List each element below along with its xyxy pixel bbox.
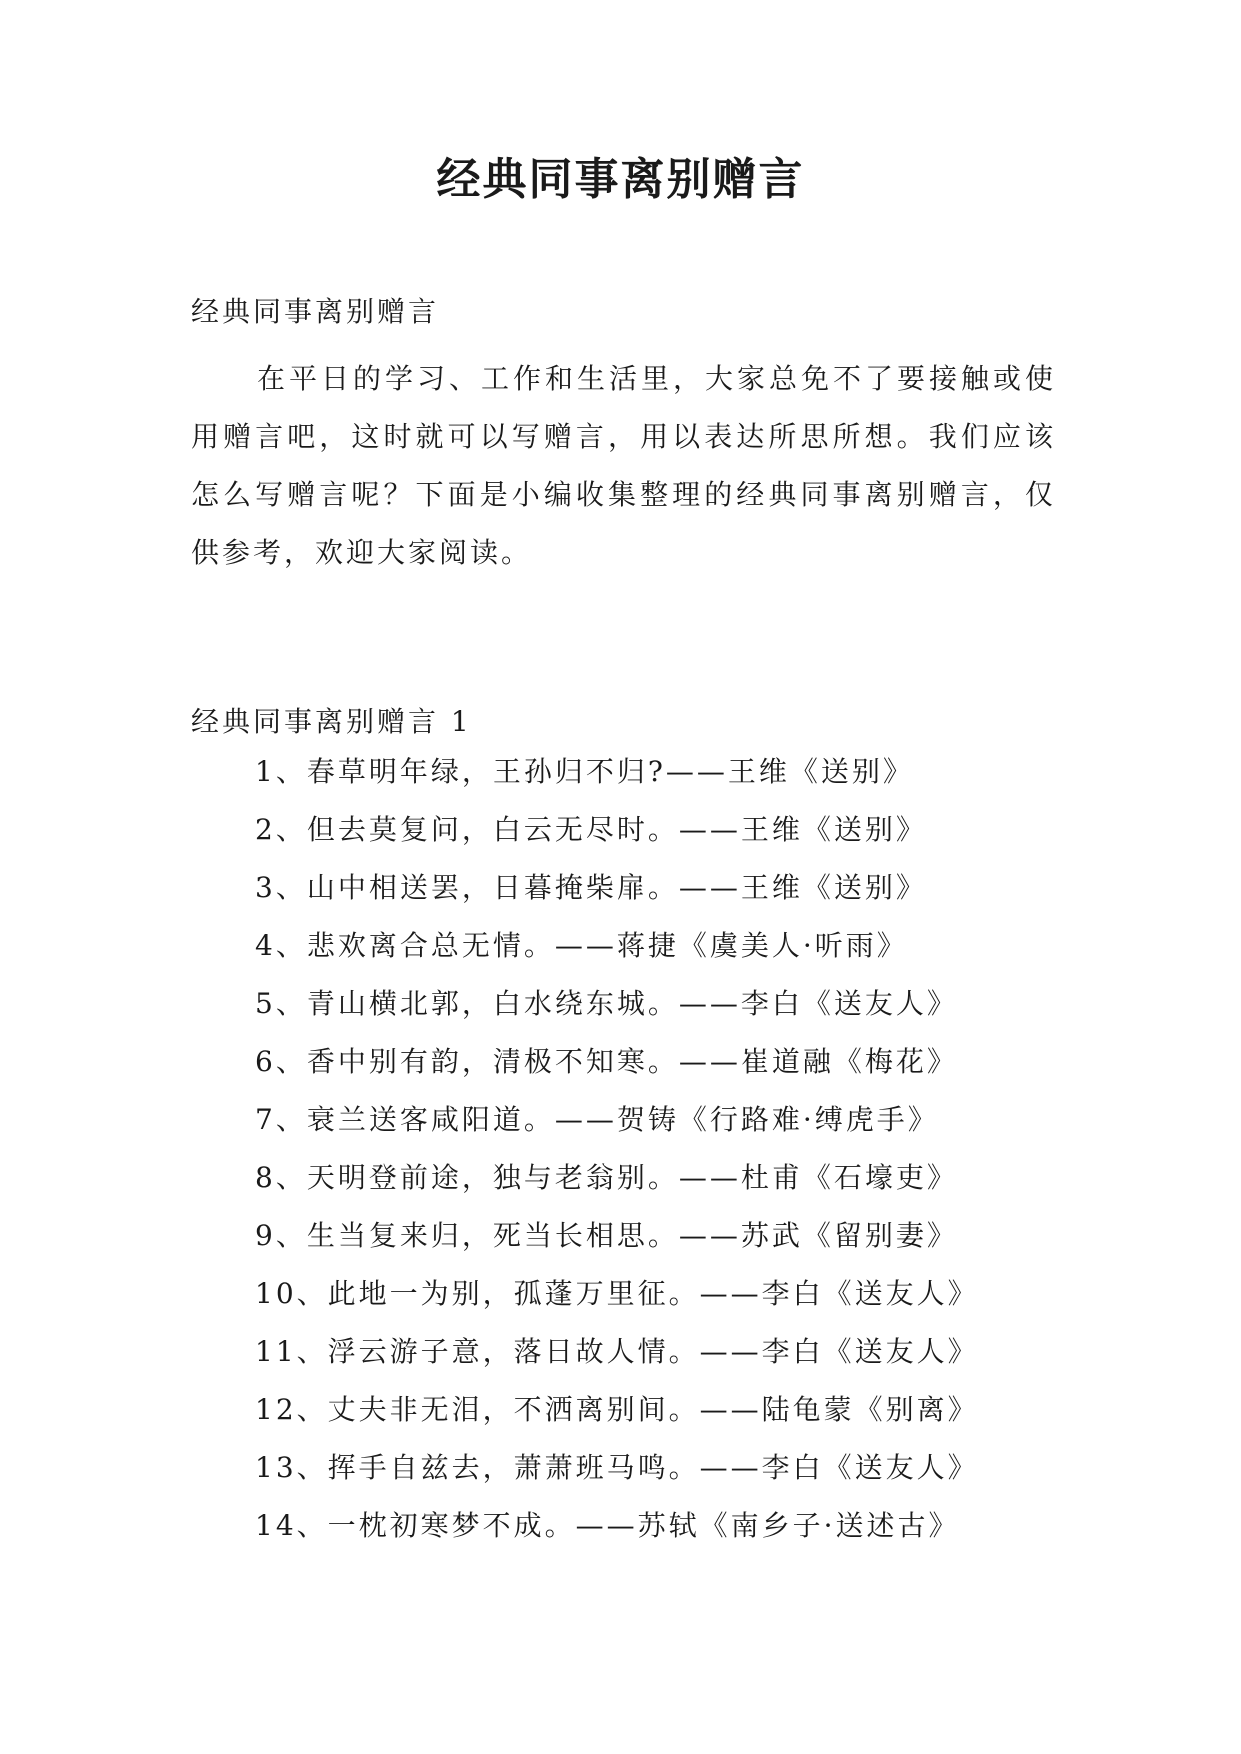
quote-item: 9、生当复来归，死当长相思。——苏武《留别妻》	[255, 1219, 958, 1252]
document-subtitle: 经典同事离别赠言	[191, 295, 440, 328]
quote-item: 14、一枕初寒梦不成。——苏轼《南乡子·送述古》	[255, 1509, 960, 1542]
quote-list	[255, 752, 979, 1564]
quote-item: 7、衰兰送客咸阳道。——贺铸《行路难·缚虎手》	[255, 1103, 939, 1136]
quote-item: 10、此地一为别，孤蓬万里征。——李白《送友人》	[255, 1277, 979, 1310]
intro-paragraph: 在平日的学习、工作和生活里，大家总免不了要接触或使用赠言吧，这时就可以写赠言，用以表达所思所想。我们应该怎么写赠言呢？下面是小编收集整理的经典同事离别赠言，仅供参考，欢迎大家阅读。	[191, 362, 1056, 569]
quote-item: 6、香中别有韵，清极不知寒。——崔道融《梅花》	[255, 1045, 958, 1078]
quote-item: 12、丈夫非无泪，不洒离别间。——陆龟蒙《别离》	[255, 1393, 979, 1426]
quote-item: 13、挥手自兹去，萧萧班马鸣。——李白《送友人》	[255, 1451, 979, 1484]
quote-item: 2、但去莫复问，白云无尽时。——王维《送别》	[255, 813, 927, 846]
quote-item: 1、春草明年绿，王孙归不归?——王维《送别》	[255, 755, 914, 788]
quote-item: 4、悲欢离合总无情。——蒋捷《虞美人·听雨》	[255, 929, 908, 962]
quote-item: 5、青山横北郭，白水绕东城。——李白《送友人》	[255, 987, 958, 1020]
quote-item: 3、山中相送罢，日暮掩柴扉。——王维《送别》	[255, 871, 927, 904]
quote-item: 8、天明登前途，独与老翁别。——杜甫《石壕吏》	[255, 1161, 958, 1194]
document-title: 经典同事离别赠言	[436, 154, 805, 205]
quote-item: 11、浮云游子意，落日故人情。——李白《送友人》	[255, 1335, 979, 1368]
section-heading: 经典同事离别赠言 1	[191, 705, 472, 738]
